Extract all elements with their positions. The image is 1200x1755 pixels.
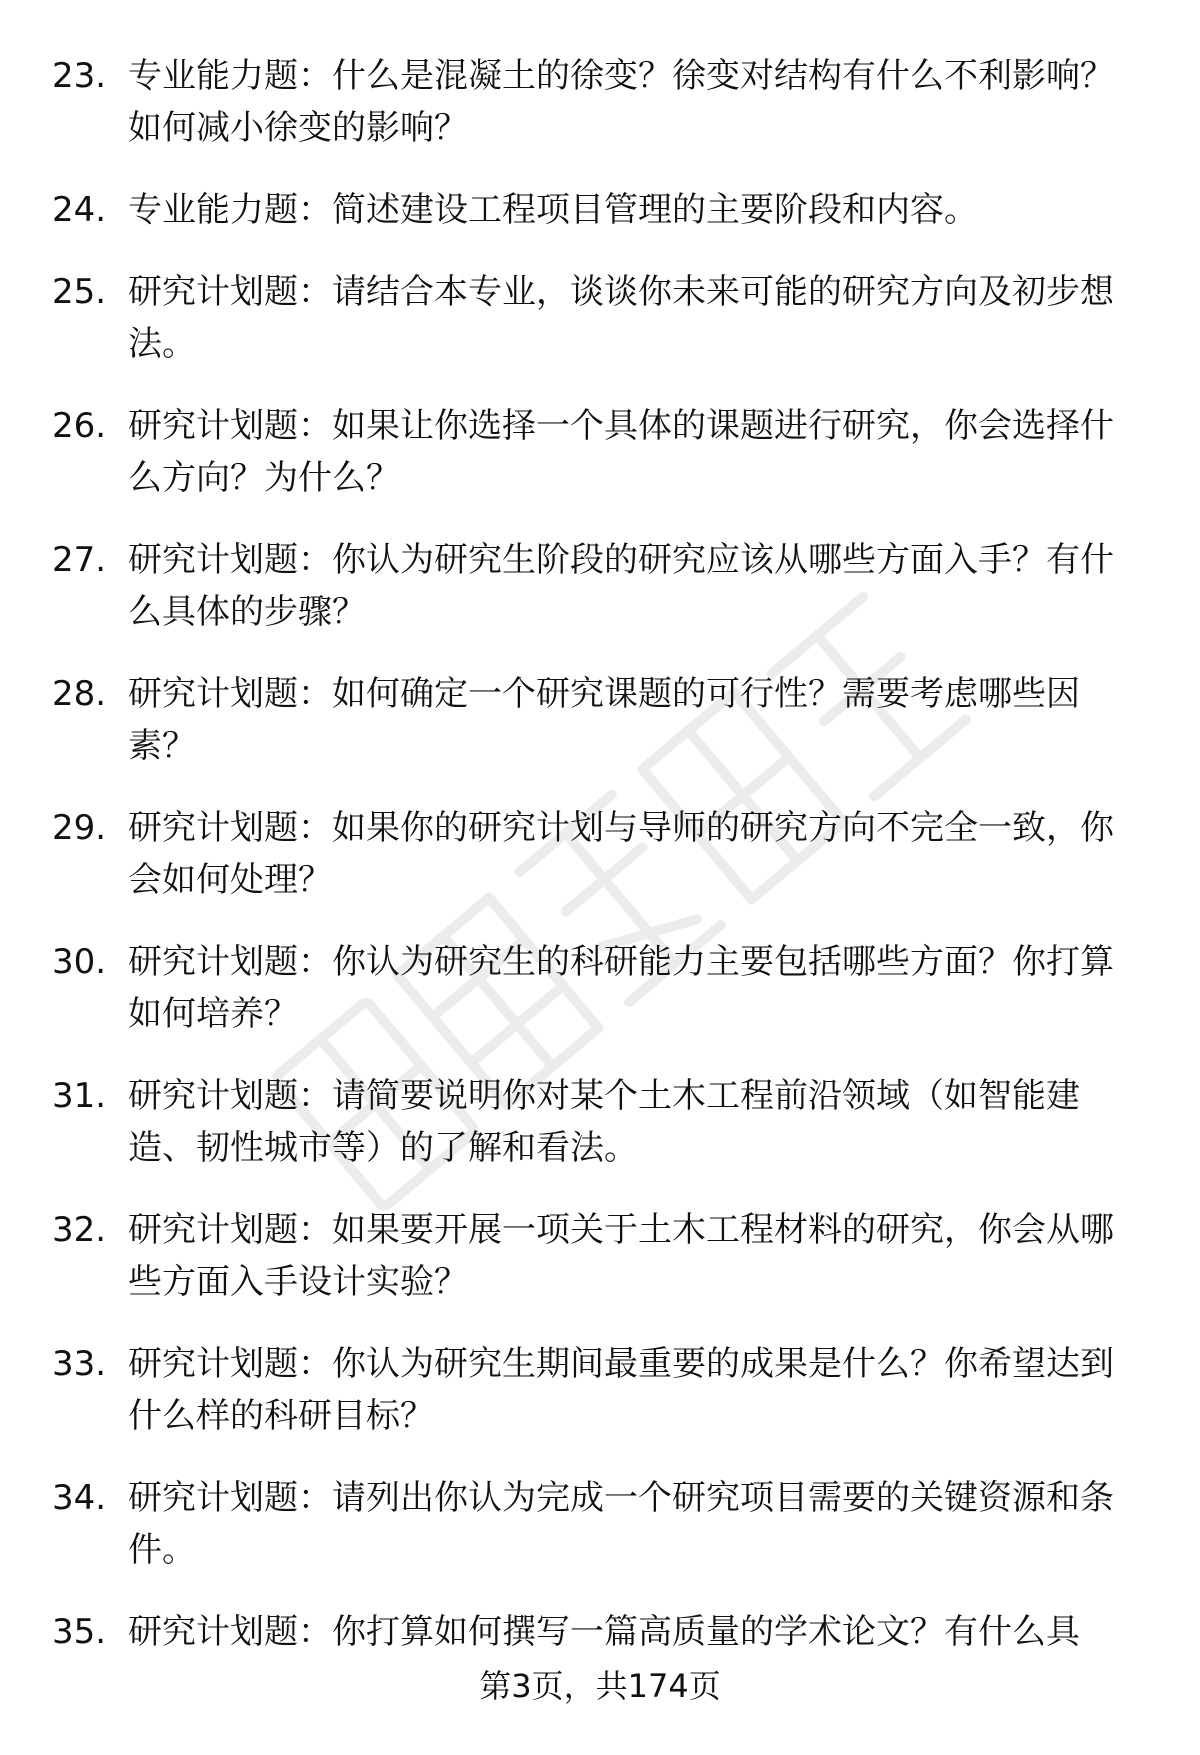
question-item xyxy=(0,802,1200,906)
question-text: 专业能力题：简述建设工程项目管理的主要阶段和内容。 xyxy=(128,190,978,230)
question-text: 研究计划题：请列出你认为完成一个研究项目需要的关键资源和条件。 xyxy=(128,1478,1114,1570)
question-number: 35. xyxy=(52,1612,107,1652)
question-text: 研究计划题：如果让你选择一个具体的课题进行研究，你会选择什么方向？为什么？ xyxy=(128,406,1114,498)
question-number: 26. xyxy=(52,406,107,446)
question-text: 研究计划题：你打算如何撰写一篇高质量的学术论文？有什么具 xyxy=(128,1612,1080,1652)
question-item xyxy=(0,1606,1200,1658)
question-item xyxy=(0,1070,1200,1174)
question-item xyxy=(0,1204,1200,1308)
question-item xyxy=(0,266,1200,370)
page-footer xyxy=(0,1664,1200,1708)
question-item xyxy=(0,1338,1200,1442)
question-number: 29. xyxy=(52,808,107,848)
question-number: 32. xyxy=(52,1210,107,1250)
question-number: 34. xyxy=(52,1478,107,1518)
question-text: 研究计划题：你认为研究生的科研能力主要包括哪些方面？你打算如何培养？ xyxy=(128,942,1114,1034)
question-number: 27. xyxy=(52,540,107,580)
question-item xyxy=(0,50,1200,154)
question-number: 28. xyxy=(52,674,107,714)
question-item xyxy=(0,400,1200,504)
question-text: 研究计划题：如果你的研究计划与导师的研究方向不完全一致，你会如何处理？ xyxy=(128,808,1114,900)
question-text: 研究计划题：如果要开展一项关于土木工程材料的研究，你会从哪些方面入手设计实验？ xyxy=(128,1210,1114,1302)
question-number: 23. xyxy=(52,56,107,96)
page-number-label: 第3页，共174页 xyxy=(479,1667,721,1705)
question-number: 25. xyxy=(52,272,107,312)
question-list xyxy=(0,50,1200,1658)
question-text: 研究计划题：你认为研究生阶段的研究应该从哪些方面入手？有什么具体的步骤？ xyxy=(128,540,1114,632)
question-text: 研究计划题：你认为研究生期间最重要的成果是什么？你希望达到什么样的科研目标？ xyxy=(128,1344,1114,1436)
question-item xyxy=(0,1472,1200,1576)
question-text: 专业能力题：什么是混凝土的徐变？徐变对结构有什么不利影响？如何减小徐变的影响？ xyxy=(128,56,1114,148)
question-number: 24. xyxy=(52,190,107,230)
question-item xyxy=(0,534,1200,638)
question-item xyxy=(0,936,1200,1040)
question-text: 研究计划题：请简要说明你对某个土木工程前沿领域（如智能建造、韧性城市等）的了解和看法。 xyxy=(128,1076,1080,1168)
question-text: 研究计划题：请结合本专业，谈谈你未来可能的研究方向及初步想法。 xyxy=(128,272,1114,364)
question-text: 研究计划题：如何确定一个研究课题的可行性？需要考虑哪些因素？ xyxy=(128,674,1080,766)
question-number: 31. xyxy=(52,1076,107,1116)
question-item xyxy=(0,668,1200,772)
question-item xyxy=(0,184,1200,236)
question-number: 33. xyxy=(52,1344,107,1384)
question-number: 30. xyxy=(52,942,107,982)
